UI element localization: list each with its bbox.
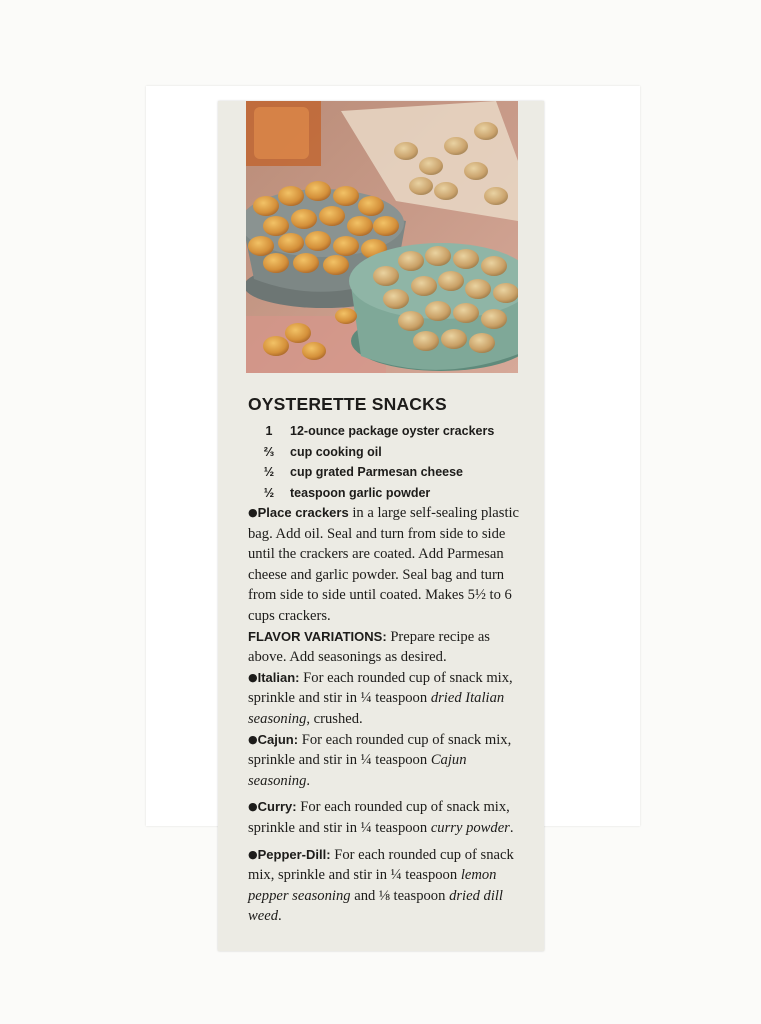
ingredient-text: teaspoon garlic powder [290, 485, 431, 500]
variation-mid: and ⅛ teaspoon [350, 887, 450, 904]
bullet-icon: ● [248, 506, 258, 519]
variation-text: For each rounded cup of snack mix, sprinkle and stir in ¼ teaspoon [248, 731, 512, 769]
variations-heading: FLAVOR VARIATIONS: [248, 628, 387, 644]
variation-tail: . [278, 908, 282, 925]
variation-text: For each rounded cup of snack mix, sprinkle and stir in ¼ teaspoon [248, 846, 514, 884]
recipe-text [248, 394, 524, 927]
ingredient-item [248, 483, 524, 504]
ingredient-item [248, 462, 524, 483]
ingredient-quantity: ½ [263, 485, 275, 500]
variation-cajun [248, 730, 524, 792]
variation-lead: Curry: [257, 799, 297, 815]
recipe-photo [246, 101, 518, 373]
ingredient-text: cup cooking oil [290, 444, 382, 459]
recipe-clipping [218, 101, 544, 951]
ingredient-quantity: ½ [263, 465, 275, 479]
variations-intro-text: Prepare recipe as above. Add seasonings as desired. [248, 628, 490, 666]
variation-tail: . [306, 772, 311, 789]
variation-seasoning: Cajun seasoning [248, 752, 467, 789]
variation-lead: Cajun: [257, 731, 299, 747]
variation-tail: . [509, 819, 514, 836]
variation-lead: Italian: [257, 669, 300, 685]
method-text: in a large self-sealing plastic bag. Add oil. Seal and turn from side to side until the crackers are coated. Add Parmesan cheese and garlic powder. Seal bag and turn from side to side until coated. Makes 5½ to 6 cups crackers. [248, 505, 520, 624]
ingredient-item [248, 421, 524, 442]
variation-tail: , crushed. [306, 710, 363, 727]
bullet-icon: ● [248, 670, 258, 684]
variation-seasoning: lemon pepper seasoning [248, 867, 497, 904]
bullet-icon: ● [248, 732, 258, 746]
variation-pepper-dill [248, 845, 524, 927]
ingredient-list [248, 421, 524, 503]
bullet-icon: ● [248, 800, 258, 814]
bullet-icon: ● [248, 847, 258, 861]
ingredient-text: cup grated Parmesan cheese [290, 465, 463, 479]
ingredient-quantity: 1 [265, 424, 273, 438]
variation-text: For each rounded cup of snack mix, sprinkle and stir in ¼ teaspoon [248, 799, 510, 836]
variation-seasoning: dried Italian seasoning [248, 690, 505, 727]
ingredient-text: 12-ounce package oyster crackers [290, 424, 495, 438]
crackers-photo-illustration [246, 101, 518, 373]
ingredient-quantity: ⅔ [263, 444, 275, 459]
variation-lead: Pepper-Dill: [257, 846, 331, 862]
variation-curry [248, 797, 524, 838]
method-lead: Place crackers [257, 505, 349, 520]
ingredient-item [248, 442, 524, 463]
method-paragraph [248, 503, 524, 627]
variation-italian [248, 668, 524, 730]
recipe-title: OYSTERETTE SNACKS [248, 394, 447, 414]
variations-intro [248, 627, 524, 668]
variation-seasoning-2: dried dill weed [248, 887, 503, 925]
variation-seasoning: curry powder [430, 819, 510, 836]
variation-text: For each rounded cup of snack mix, sprinkle and stir in ¼ teaspoon [248, 669, 513, 707]
